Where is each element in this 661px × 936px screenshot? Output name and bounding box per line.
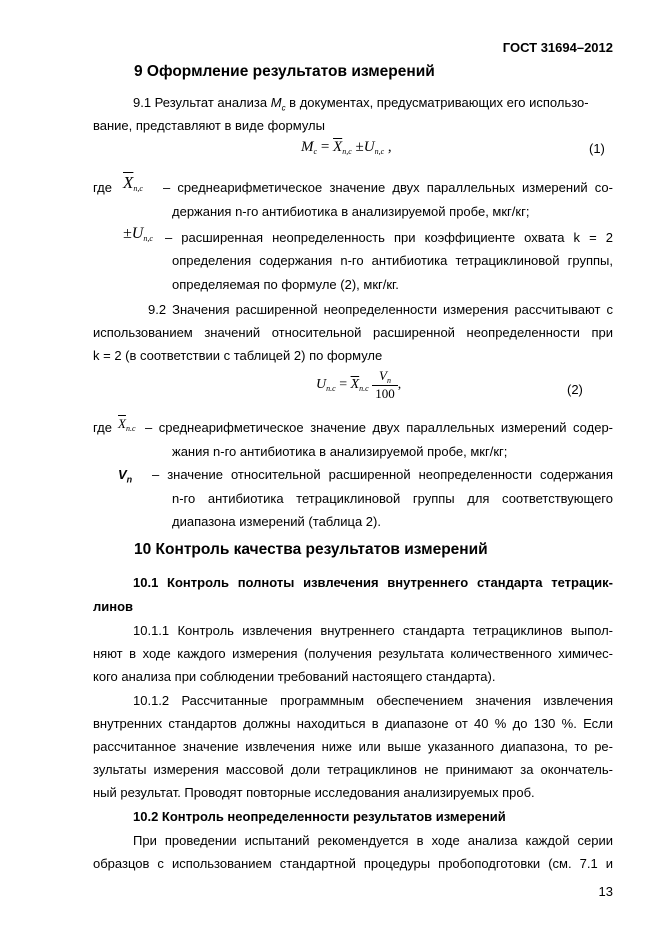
where2-line2: определения содержания n-го антибиотика тетрациклиновой группы, bbox=[172, 253, 613, 268]
where2-line1: – расширенная неопределенность при коэффициенте охвата k = 2 bbox=[165, 230, 613, 245]
where4-line2: n-го антибиотика тетрациклиновой группы для соответствующего bbox=[172, 491, 613, 506]
p1011-line3: кого анализа при соблюдении требований настоящего стандарта). bbox=[93, 669, 496, 684]
standard-header: ГОСТ 31694–2012 bbox=[502, 40, 613, 55]
equation-number-1: (1) bbox=[589, 141, 605, 156]
where4-line1: – значение относительной расширенной неопределенности содержания bbox=[152, 467, 613, 482]
formula-1: $M_c = \overline{X}_{n,c} \pm U_{n,c}$ , bbox=[301, 139, 392, 156]
p1012-line5: ный результат. Проводят повторные исследования анализируемых проб. bbox=[93, 785, 535, 800]
where2-line3: определяемая по формуле (2), мкг/кг. bbox=[172, 277, 399, 292]
p92-line3: k = 2 (в соответствии с таблицей 2) по формуле bbox=[93, 348, 383, 363]
section-9-title: 9 Оформление результатов измерений bbox=[134, 63, 435, 80]
p1012-line4: зультаты измерения массовой доли тетрациклинов не принимают за окончатель- bbox=[93, 762, 613, 777]
where3-symbol: $\overline{X}_{n.c}$ bbox=[118, 416, 136, 433]
section-10-title: 10 Контроль качества результатов измерений bbox=[134, 541, 488, 558]
where2-symbol: $\pm U_{n,c}$ bbox=[123, 225, 153, 243]
p92-line1: 9.2 Значения расширенной неопределенности измерения рассчитывают с bbox=[148, 302, 613, 317]
symbol-mc: $M_c$ bbox=[270, 95, 286, 113]
s101-heading-line1: 10.1 Контроль полноты извлечения внутреннего стандарта тетрацик- bbox=[133, 575, 613, 590]
where4-symbol: $V_n$ bbox=[118, 467, 133, 485]
p1012-line1: 10.1.2 Рассчитанные программным обеспечением значения извлечения bbox=[133, 693, 613, 708]
where1-line2: держания n-го антибиотика в анализируемой пробе, мкг/кг; bbox=[172, 204, 530, 219]
p102-line1: При проведении испытаний рекомендуется в ходе анализа каждой серии bbox=[133, 833, 613, 848]
where1-line1: – среднеарифметическое значение двух параллельных измерений со- bbox=[163, 180, 613, 195]
s101-heading-line2: линов bbox=[93, 599, 134, 614]
s102-heading: 10.2 Контроль неопределенности результатов измерений bbox=[133, 809, 506, 824]
p1012-line3: рассчитанное значение извлечения ниже или выше указанного диапазона, то ре- bbox=[93, 739, 613, 754]
p1011-line2: няют в ходе каждого измерения (получения результата количественного химичес- bbox=[93, 646, 613, 661]
where4-line3: диапазона измерений (таблица 2). bbox=[172, 514, 381, 529]
p102-line2: образцов с использованием стандартной процедуры пробоподготовки (см. 7.1 и bbox=[93, 856, 613, 871]
p91-line2: вание, представляют в виде формулы bbox=[93, 118, 325, 133]
fraction-vn-over-100: $\frac{V_n}{100}$ bbox=[372, 368, 398, 402]
where1-label: где bbox=[93, 180, 112, 195]
formula-2: $U_{n.c} = \overline{X}_{n.c}$ $\frac{V_n}{100}$ , bbox=[316, 368, 402, 401]
where3-line1: – среднеарифметическое значение двух параллельных измерений содер- bbox=[145, 420, 613, 435]
p91-line1: 9.1 Результат анализа $M_c$ в документах, предусматривающих его использо- bbox=[133, 95, 589, 113]
p1012-line2: внутренних стандартов должны находиться в диапазоне от 40 % до 130 %. Если bbox=[93, 716, 613, 731]
equation-number-2: (2) bbox=[567, 382, 583, 397]
p92-line2: использованием значений относительной расширенной неопределенности при bbox=[93, 325, 613, 340]
where3-line2: жания n-го антибиотика в анализируемой пробе, мкг/кг; bbox=[172, 444, 508, 459]
page-number: 13 bbox=[598, 884, 613, 899]
where1-symbol: $\overline{X}_{n,c}$ bbox=[123, 173, 143, 193]
p1011-line1: 10.1.1 Контроль извлечения внутреннего стандарта тетрациклинов выпол- bbox=[133, 623, 613, 638]
where3-label: где bbox=[93, 420, 112, 435]
